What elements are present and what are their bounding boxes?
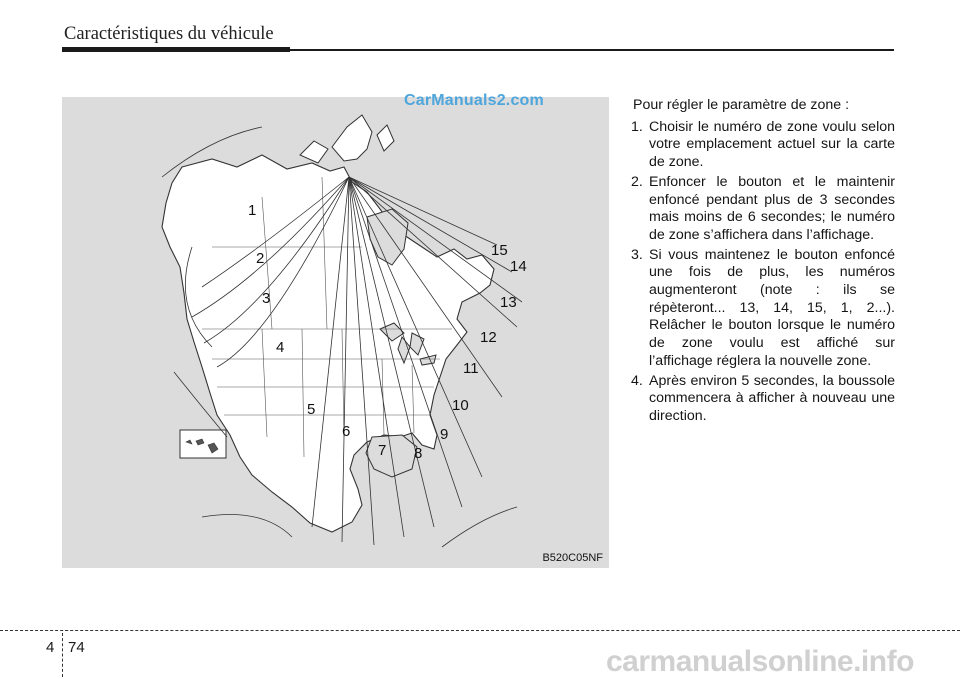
step-number: 3. <box>631 246 643 263</box>
site-watermark: carmanualsonline.info <box>606 645 914 678</box>
zone-label-4: 4 <box>276 339 285 356</box>
zone-label-2: 2 <box>256 250 265 267</box>
step-number: 4. <box>631 372 643 389</box>
zone-label-7: 7 <box>378 442 387 459</box>
zone-label-1: 1 <box>248 202 257 219</box>
zone-label-14: 14 <box>510 258 527 275</box>
footer-rule <box>0 630 960 631</box>
zone-label-9: 9 <box>440 426 449 443</box>
zone-label-8: 8 <box>414 445 423 462</box>
step-number: 2. <box>631 173 643 190</box>
zone-label-3: 3 <box>262 290 271 307</box>
page-number: 74 <box>68 639 85 656</box>
watermark: CarManuals2.com <box>404 92 544 109</box>
instruction-step <box>633 247 895 371</box>
footer-divider <box>62 633 63 677</box>
step-text: Choisir le numéro de zone voulu selon votre emplacement actuel sur la carte de zone. <box>649 118 895 171</box>
step-text: Après environ 5 secondes, la boussole commencera à afficher à nouveau une direction. <box>649 372 895 424</box>
step-text: Si vous maintenez le bouton enfoncé une fois de plus, les numéros augmenteront (note : ils se répèteront... 13, 14, 15, 1, 2...). Relâcher le bouton lorsque le numéro de zone voulu est affiché sur l’affichage réglera la nouvelle zone. <box>649 246 895 369</box>
north-america-landmass <box>162 155 494 532</box>
hawaii-inset <box>180 430 226 458</box>
arctic-islands <box>300 115 394 163</box>
header-rule-thin <box>290 49 894 51</box>
instructions-intro: Pour régler le paramètre de zone : <box>633 97 850 113</box>
zone-label-11: 11 <box>463 360 479 377</box>
zone-map-figure <box>62 92 609 568</box>
zone-label-5: 5 <box>307 401 316 418</box>
zone-label-13: 13 <box>500 294 517 311</box>
step-text: Enfoncer le bouton et le maintenir enfoncé pendant plus de 3 secondes mais moins de 6 secondes; le numéro de zone s’affichera dans l’affichage. <box>649 173 895 243</box>
instruction-step <box>633 119 895 172</box>
step-number: 1. <box>631 118 643 135</box>
zone-label-6: 6 <box>342 423 351 440</box>
figure-code: B520C05NF <box>542 552 603 564</box>
instruction-step <box>633 373 895 426</box>
zone-label-10: 10 <box>452 397 469 414</box>
header-rule-thick <box>62 47 290 52</box>
instructions <box>633 97 895 428</box>
zone-label-15: 15 <box>491 242 508 259</box>
section-title: Caractéristiques du véhicule <box>64 24 274 44</box>
instruction-step <box>633 174 895 245</box>
chapter-number: 4 <box>46 639 55 656</box>
north-america-zone-map <box>62 97 609 568</box>
zone-label-12: 12 <box>480 329 497 346</box>
